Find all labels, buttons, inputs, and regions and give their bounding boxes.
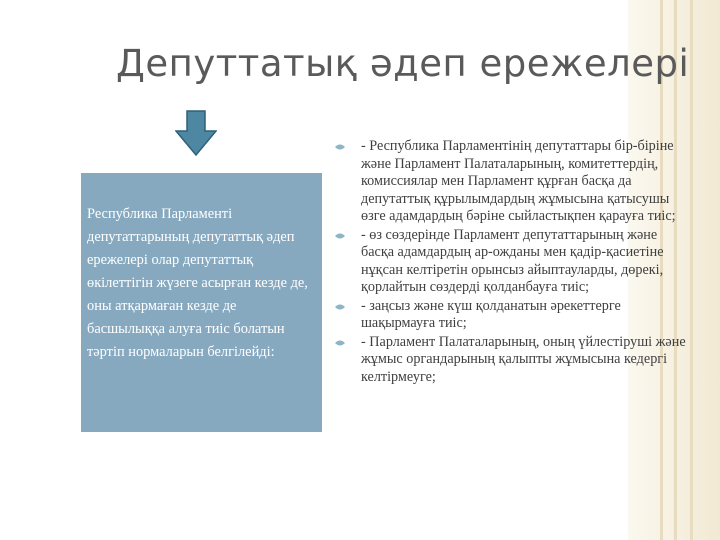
bullet-text: - Парламент Палаталарының, оның үйлестіруші және жұмыс органдарының қалыпты жұмысына кедергі келтірмеуге;	[361, 333, 686, 385]
leaf-bullet-icon	[334, 303, 346, 311]
left-text-box	[81, 173, 322, 432]
bullet-item	[330, 334, 693, 387]
leaf-bullet-icon	[334, 339, 346, 347]
bullet-item	[330, 227, 693, 297]
bullet-list	[330, 138, 693, 387]
bullet-item	[330, 138, 693, 226]
left-box-text: Республика Парламенті депутаттарының депутаттық әдеп ережелері олар депутаттық өкілеттігін жүзеге асырған кезде де, оны атқармаған кезде де басшылыққа алуға тиіс болатын тәртіп нормаларын белгілейді:	[87, 206, 308, 360]
leaf-bullet-icon	[334, 232, 346, 240]
bullet-item	[330, 298, 693, 333]
slide-title: Депуттатық әдеп ережелері	[116, 42, 690, 85]
arrow-down-icon	[175, 110, 217, 156]
bullet-text: - өз сөздерінде Парламент депутаттарының және басқа адамдардың ар-ожданы мен қадір-қасиетіне нұқсан келтіретін орынсыз айыптауларды, дөрекі, қорлайтын сөздерді қолданбауға тиіс;	[361, 226, 664, 295]
bullet-text: - заңсыз және күш қолданатын әрекеттерге шақырмауға тиіс;	[361, 297, 621, 331]
leaf-bullet-icon	[334, 143, 346, 151]
bullet-text: - Республика Парламентінің депутаттары бір-біріне және Парламент Палаталарының, комитеттердің, комиссиялар мен Парламент құрған басқа да депутаттық құрылымдардың жұмысына қатысушы өзге адамдардың бәріне сыйластықпен қарауға тиіс;	[361, 138, 676, 224]
